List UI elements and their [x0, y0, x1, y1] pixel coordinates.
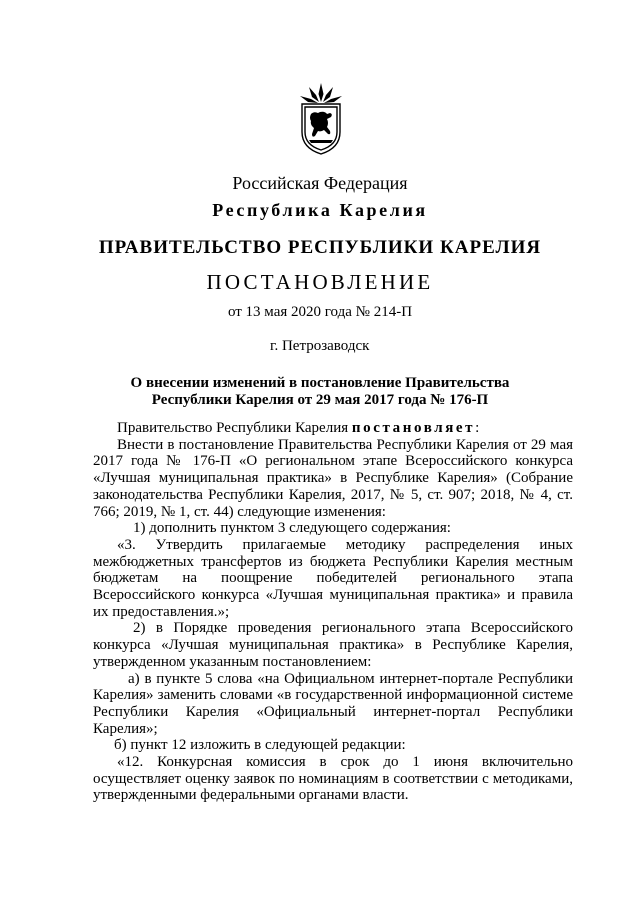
body-paragraph-5: а) в пункте 5 слова «на Официальном интернет-портале Республики Карелия» заменить словами «в государственной информационной системе Республики Карелия «Официальный интернет-портал Республики Карелия»;: [93, 670, 573, 737]
document-title-line-1: О внесении изменений в постановление Правительства: [130, 375, 510, 391]
document-body: [93, 420, 573, 804]
intro-keyword: постановляет: [351, 420, 476, 436]
intro-prefix: Правительство Республики Карелия: [117, 420, 352, 436]
body-paragraph-1: Внести в постановление Правительства Республики Карелия от 29 мая 2017 года № 176-П «О региональном этапе Всероссийского конкурса «Лучшая муниципальная практика» в Республике Карелия» (Собрание законодательства Республики Карелия, 2017, № 5, ст. 907; 2018, № 4, ст. 766; 2019, № 1, ст. 44) следующие изменения:: [93, 436, 573, 520]
body-paragraph-6: б) пункт 12 изложить в следующей редакции:: [114, 737, 406, 754]
republic-name: Республика Карелия: [212, 200, 428, 220]
body-paragraph-3: «3. Утвердить прилагаемые методику распределения иных межбюджетных трансфертов из бюджета Республики Карелия местным бюджетам на поощрение победителей регионального этапа Всероссийского конкурса «Лучшая муниципальная практика» и правила их предоставления.»;: [93, 536, 573, 620]
document-city: г. Петрозаводск: [270, 338, 370, 354]
government-name: ПРАВИТЕЛЬСТВО РЕСПУБЛИКИ КАРЕЛИЯ: [98, 237, 542, 258]
document-title-line-2: Республики Карелия от 29 мая 2017 года № 176-П: [151, 392, 489, 408]
body-paragraph-2: 1) дополнить пунктом 3 следующего содержания:: [133, 520, 451, 537]
intro-suffix: :: [475, 420, 480, 436]
document-type: ПОСТАНОВЛЕНИЕ: [206, 270, 434, 294]
document-date-number: от 13 мая 2020 года № 214-П: [227, 304, 413, 320]
body-intro: [93, 420, 573, 437]
body-paragraph-7: «12. Конкурсная комиссия в срок до 1 июня включительно осуществляет оценку заявок по номинациям в соответствии с методиками, утвержденными федеральными органами власти.: [93, 754, 573, 804]
document-title: [0, 375, 640, 409]
body-paragraph-4: 2) в Порядке проведения регионального этапа Всероссийского конкурса «Лучшая муниципальная практика» в Республике Карелия, утвержденном указанным постановлением:: [93, 620, 573, 670]
karelia-coat-of-arms-icon: [296, 82, 346, 156]
country-name: Российская Федерация: [232, 173, 408, 193]
